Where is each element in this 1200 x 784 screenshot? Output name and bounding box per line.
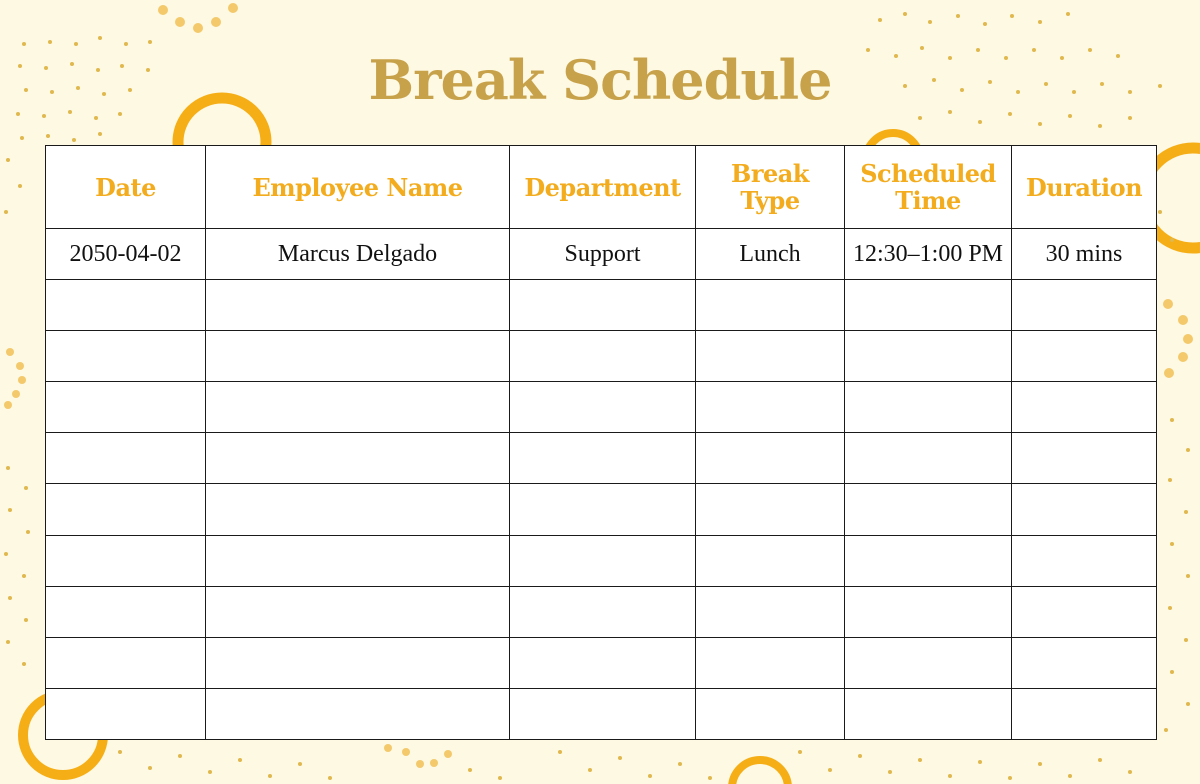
table-cell[interactable]	[510, 586, 696, 637]
dot-cluster-bottom	[384, 744, 452, 768]
table-cell[interactable]	[206, 688, 510, 739]
table-cell[interactable]	[845, 688, 1012, 739]
table-cell[interactable]	[1012, 331, 1157, 382]
table-cell[interactable]: 12:30–1:00 PM	[845, 229, 1012, 280]
table-cell[interactable]	[845, 382, 1012, 433]
table-cell[interactable]	[1012, 586, 1157, 637]
table-row	[46, 382, 1157, 433]
table-body	[46, 229, 1157, 740]
dot-cluster-right	[1163, 299, 1193, 378]
column-header-duration: Duration	[1012, 146, 1157, 229]
table-row	[46, 484, 1157, 535]
table-cell[interactable]	[510, 484, 696, 535]
table-cell[interactable]	[206, 433, 510, 484]
table-cell[interactable]	[845, 280, 1012, 331]
table-cell[interactable]	[845, 586, 1012, 637]
table-cell[interactable]	[206, 586, 510, 637]
table-row	[46, 637, 1157, 688]
table-cell[interactable]	[696, 433, 845, 484]
table-cell[interactable]	[845, 637, 1012, 688]
table-cell[interactable]	[510, 637, 696, 688]
table-cell[interactable]	[46, 484, 206, 535]
table-cell[interactable]	[696, 637, 845, 688]
table-cell[interactable]	[696, 586, 845, 637]
table-cell[interactable]: 2050-04-02	[46, 229, 206, 280]
table-header-row	[46, 146, 1157, 229]
dot-cluster-left	[4, 348, 26, 409]
table-cell[interactable]: 30 mins	[1012, 229, 1157, 280]
table-cell[interactable]	[510, 382, 696, 433]
table-cell[interactable]	[510, 688, 696, 739]
table-cell[interactable]	[510, 280, 696, 331]
column-header-date: Date	[46, 146, 206, 229]
table-cell[interactable]	[510, 535, 696, 586]
table-cell[interactable]: Marcus Delgado	[206, 229, 510, 280]
table-cell[interactable]	[845, 433, 1012, 484]
table-cell[interactable]	[46, 331, 206, 382]
table-row	[46, 535, 1157, 586]
table-cell[interactable]	[1012, 280, 1157, 331]
table-cell[interactable]	[1012, 637, 1157, 688]
table-cell[interactable]	[845, 535, 1012, 586]
table-cell[interactable]	[46, 382, 206, 433]
break-schedule-table	[45, 145, 1157, 740]
table-cell[interactable]	[845, 484, 1012, 535]
table-cell[interactable]	[696, 280, 845, 331]
schedule-sheet	[45, 145, 1156, 740]
table-cell[interactable]: Support	[510, 229, 696, 280]
table-cell[interactable]	[46, 280, 206, 331]
table-cell[interactable]	[1012, 688, 1157, 739]
dot-pattern-bottom	[118, 750, 1132, 780]
table-row	[46, 586, 1157, 637]
table-row	[46, 331, 1157, 382]
table-cell[interactable]	[206, 535, 510, 586]
table-cell[interactable]	[696, 382, 845, 433]
table-cell[interactable]	[46, 688, 206, 739]
table-cell[interactable]	[206, 280, 510, 331]
table-cell[interactable]	[696, 535, 845, 586]
dot-pattern-right	[1164, 418, 1190, 732]
table-cell[interactable]: Lunch	[696, 229, 845, 280]
table-cell[interactable]	[1012, 535, 1157, 586]
table-row	[46, 280, 1157, 331]
table-cell[interactable]	[46, 586, 206, 637]
table-cell[interactable]	[1012, 433, 1157, 484]
column-header-scheduled-time: Scheduled Time	[845, 146, 1012, 229]
table-cell[interactable]	[46, 535, 206, 586]
table-cell[interactable]	[206, 484, 510, 535]
table-cell[interactable]	[696, 331, 845, 382]
column-header-break-type: Break Type	[696, 146, 845, 229]
page-title: Break Schedule	[368, 48, 832, 112]
table-cell[interactable]	[206, 637, 510, 688]
dot-cluster-top	[158, 3, 238, 33]
table-cell[interactable]	[510, 433, 696, 484]
dot-pattern-left	[4, 466, 30, 666]
table-cell[interactable]	[845, 331, 1012, 382]
table-cell[interactable]	[206, 382, 510, 433]
table-cell[interactable]	[1012, 382, 1157, 433]
ring-bottom-middle	[732, 760, 788, 784]
column-header-employee-name: Employee Name	[206, 146, 510, 229]
table-cell[interactable]	[46, 637, 206, 688]
table-row	[46, 433, 1157, 484]
table-cell[interactable]	[696, 484, 845, 535]
table-cell[interactable]	[1012, 484, 1157, 535]
table-cell[interactable]	[46, 433, 206, 484]
table-row	[46, 688, 1157, 739]
table-cell[interactable]	[206, 331, 510, 382]
table-cell[interactable]	[696, 688, 845, 739]
table-row	[46, 229, 1157, 280]
table-cell[interactable]	[510, 331, 696, 382]
column-header-department: Department	[510, 146, 696, 229]
